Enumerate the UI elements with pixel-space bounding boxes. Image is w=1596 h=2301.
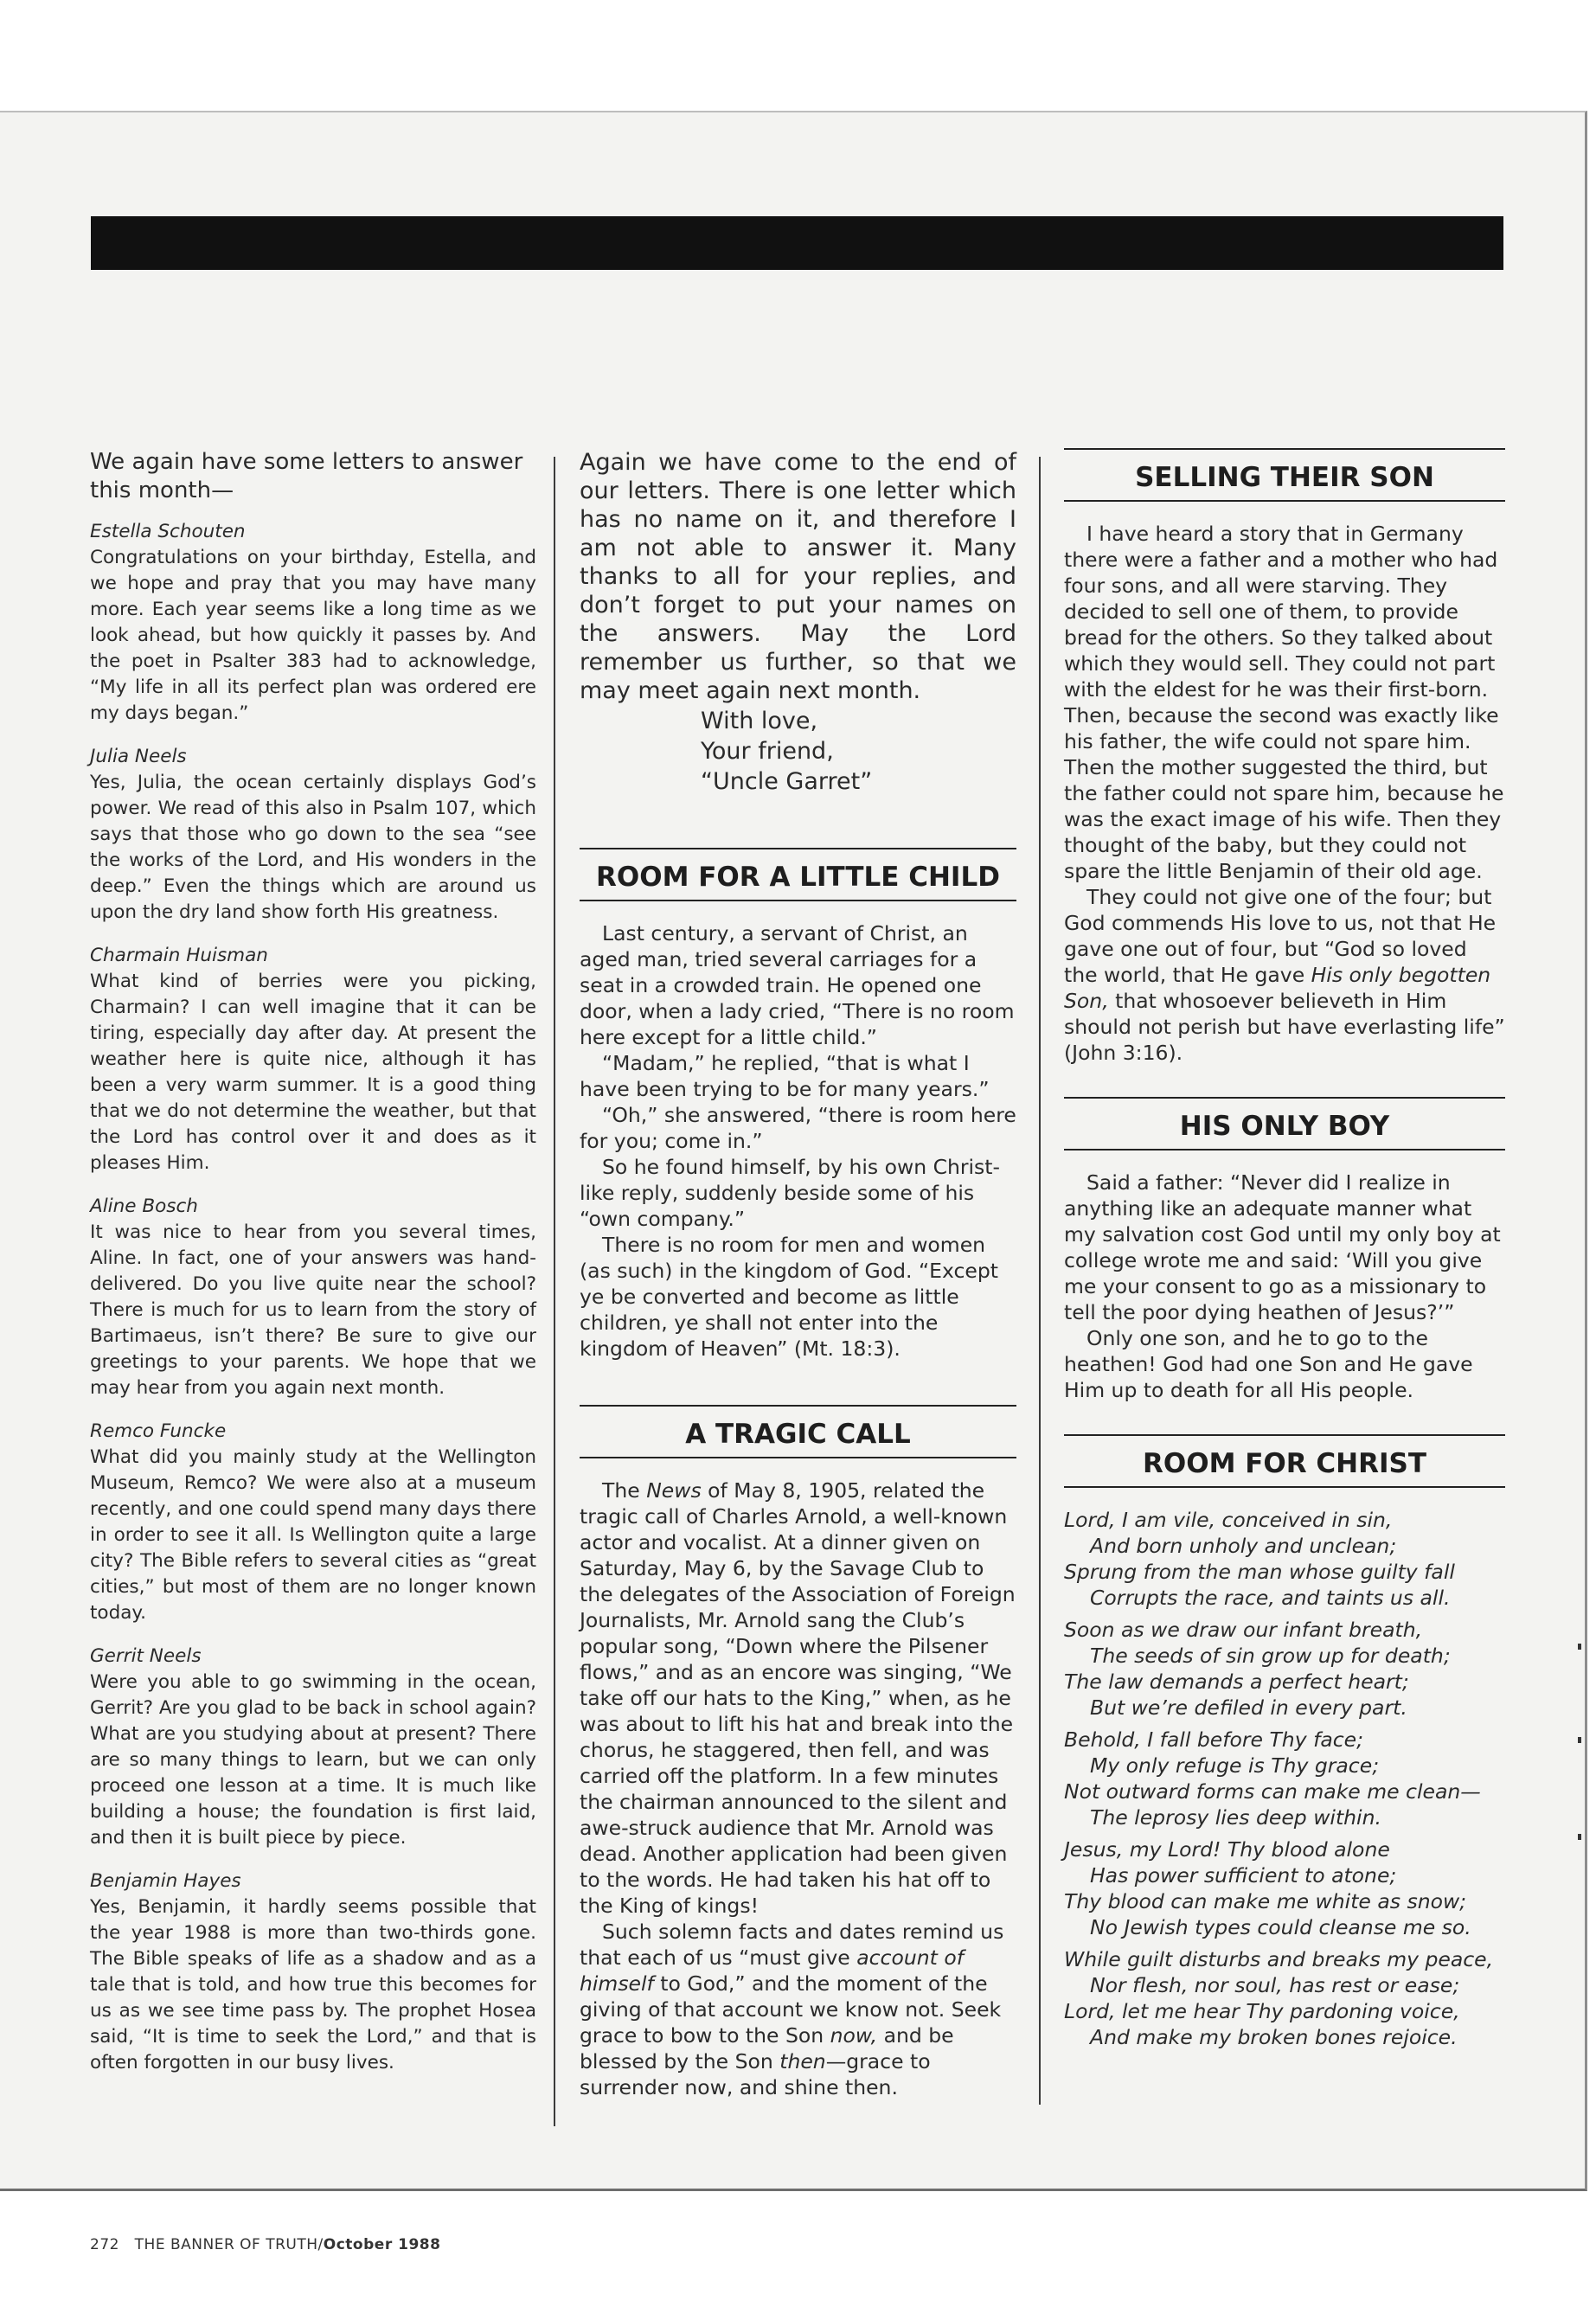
poem-stanza: Lord, I am vile, conceived in sin, And born unholy and unclean; Sprung from the man whose guilty fall Corrupts the race, and taints us all.	[1064, 1508, 1455, 1610]
letter-reply	[90, 1644, 536, 1851]
letter-name: Gerrit Neels	[90, 1645, 202, 1667]
story-paragraph: Only one son, and he to go to the heathen! God had one Son and He gave Him up to death for all His people.	[1064, 1326, 1473, 1402]
letters-column	[90, 448, 536, 2093]
section-title-only-boy: HIS ONLY BOY	[1064, 1097, 1505, 1150]
scan-mark	[1578, 1834, 1581, 1840]
letter-text: Congratulations on your birthday, Estella, and we hope and pray that you may have many more. Each year seems like a long time as we look ahead, but how quickly it passes by. And the poet in Psalter 383 had to acknowledge, “My life in all its perfect plan was ordered ere my days began.”	[90, 547, 536, 724]
middle-column	[580, 448, 1016, 2100]
letter-reply	[90, 1194, 536, 1401]
letter-reply	[90, 943, 536, 1176]
poem-stanza: Behold, I fall before Thy face; My only refuge is Thy grace; Not outward forms can make me clean— The leprosy lies deep within.	[1064, 1727, 1481, 1830]
issue-date: October 1988	[323, 2236, 441, 2253]
story-paragraph: They could not give one of the four; but God commends His love to us, not that He gave one out of four, but “God so loved the world, that He gave His only begotten Son, that whosoever believeth in Him should not perish but have everlasting life” (John 3:16).	[1064, 885, 1505, 1065]
story-paragraph: Such solemn facts and dates remind us that each of us “must give account of himself to God,” and the moment of the giving of that account we know not. Seek grace to bow to the Son now, and be blessed by the Son then—grace to surrender now, and shine then.	[580, 1920, 1004, 2099]
story-paragraph: I have heard a story that in Germany there were a father and a mother who had four sons, and all were starving. They decided to sell one of them, to provide bread for the others. So they talked about which they would sell. They could not part with the eldest for he was their first-born. Then, because the second was exactly like his father, the wife could not spare him. Then the mother suggested the third, but the father could not spare him, because he was the exact image of his wife. Then they thought of the baby, but they could not spare the little Benjamin of their old age.	[1064, 522, 1504, 883]
story-paragraph: Last century, a servant of Christ, an aged man, tried several carriages for a seat in a crowded train. He opened one door, when a lady cried, “There is no room here except for a little child.”	[580, 921, 1015, 1049]
poem-stanza: While guilt disturbs and breaks my peace, Nor flesh, nor soul, has rest or ease; Lord, let me hear Thy pardoning voice, And make my broken bones rejoice.	[1064, 1947, 1494, 2049]
magazine-page	[0, 111, 1587, 2253]
right-column	[1064, 448, 1505, 2056]
scan-mark	[1578, 1737, 1581, 1743]
story-paragraph: “Madam,” he replied, “that is what I have been trying to be for many years.”	[580, 1051, 990, 1101]
story-paragraph: The News of May 8, 1905, related the tragic call of Charles Arnold, a well-known actor and vocalist. At a dinner given on Saturday, May 6, by the Savage Club to the delegates of the Association of Foreign Journalists, Mr. Arnold sang the Club’s popular song, “Down where the Pilsener flows,” and as an encore was singing, “We take off our hats to the King,” when, as he was about to lift his hat and break into the chorus, he staggered, then fell, and was carried off the platform. In a few minutes the chairman announced to the silent and awe-struck audience that Mr. Arnold was dead. Another application had been given to the words. He had taken his hat off to the King of kings!	[580, 1478, 1016, 1918]
letter-text: It was nice to hear from you several times, Aline. In fact, one of your answers was hand-delivered. Do you live quite near the school? There is much for us to learn from the story of Bartimaeus, isn’t there? Be sure to give our greetings to your parents. We hope that we may hear from you again next month.	[90, 1221, 536, 1399]
story-selling-son	[1064, 521, 1505, 1066]
letter-name: Benjamin Hayes	[90, 1870, 241, 1892]
letter-name: Estella Schouten	[90, 521, 246, 542]
column-rule	[554, 457, 555, 2126]
section-title-room-child: ROOM FOR A LITTLE CHILD	[580, 848, 1016, 901]
section-title-room-christ: ROOM FOR CHRIST	[1064, 1434, 1505, 1488]
letter-name: Aline Bosch	[90, 1195, 198, 1217]
letter-text: What did you mainly study at the Wellington Museum, Remco? We were also at a museum recently, and one could spend many days there in order to see it all. Is Wellington quite a large city? The Bible refers to several cities as “great cities,” but most of them are no longer known today.	[90, 1446, 536, 1624]
publication-name: THE BANNER OF TRUTH	[134, 2236, 318, 2253]
letter-name: Charmain Huisman	[90, 945, 268, 966]
letter-text: Yes, Julia, the ocean certainly displays God’s power. We read of this also in Psalm 107, which says that those who go down to the sea “see the works of the Lord, and His wonders in the deep.” Even the things which are around us upon the dry land show forth His greatness.	[90, 772, 536, 923]
poem-room-christ	[1064, 1507, 1505, 2050]
poem-stanza: Soon as we draw our infant breath, The seeds of sin grow up for death; The law demands a perfect heart; But we’re defiled in every part.	[1064, 1618, 1451, 1720]
letter-text: Yes, Benjamin, it hardly seems possible that the year 1988 is more than two-thirds gone. The Bible speaks of life as a shadow and as a tale that is told, and how true this becomes for us as we see time pass by. The prophet Hosea said, “It is time to seek the Lord,” and that is often forgotten in our busy lives.	[90, 1896, 536, 2073]
closing-text: Again we have come to the end of our letters. There is one letter which has no name on it, and therefore I am not able to answer it. Many thanks to all for your replies, and don’t forget to put your names on the answers. May the Lord remember us further, so that we may meet again next month.	[580, 449, 1016, 704]
letter-name: Julia Neels	[90, 746, 187, 767]
poem-stanza: Jesus, my Lord! Thy blood alone Has power sufficient to atone; Thy blood can make me white as snow; No Jewish types could cleanse me so.	[1064, 1837, 1471, 1939]
page-number: 272	[90, 2236, 119, 2253]
page-footer: 272 THE BANNER OF TRUTH/October 1988	[90, 2236, 441, 2253]
section-title-tragic-call: A TRAGIC CALL	[580, 1405, 1016, 1458]
story-paragraph: So he found himself, by his own Christ-like reply, suddenly beside some of his “own company.”	[580, 1155, 1000, 1231]
closing-signature-2: Your friend,	[701, 738, 834, 765]
story-paragraph: “Oh,” she answered, “there is room here for you; come in.”	[580, 1103, 1016, 1153]
story-paragraph: There is no room for men and women (as such) in the kingdom of God. “Except ye be converted and become as little children, ye shall not enter into the kingdom of Heaven” (Mt. 18:3).	[580, 1233, 998, 1361]
story-room-child	[580, 920, 1016, 1362]
story-tragic-call	[580, 1477, 1016, 2100]
story-only-boy	[1064, 1170, 1505, 1403]
letter-text: What kind of berries were you picking, Charmain? I can well imagine that it can be tiring, especially day after day. At present the weather here is quite nice, although it has been a very warm summer. It is a good thing that we do not determine the weather, but that the Lord has control over it and does as it pleases Him.	[90, 971, 536, 1174]
column-rule	[1039, 457, 1041, 2105]
letter-name: Remco Funcke	[90, 1420, 227, 1442]
closing-signature-1: With love,	[701, 708, 818, 734]
letter-reply	[90, 1419, 536, 1626]
closing-signature-3: “Uncle Garret”	[701, 768, 873, 795]
letters-intro: We again have some letters to answer this month—	[90, 449, 523, 503]
letter-reply	[90, 1868, 536, 2076]
header-bar	[91, 216, 1503, 270]
letter-reply	[90, 519, 536, 727]
scan-mark	[1578, 1644, 1581, 1650]
letter-reply	[90, 744, 536, 926]
section-title-selling-son: SELLING THEIR SON	[1064, 448, 1505, 502]
letter-text: Were you able to go swimming in the ocean, Gerrit? Are you glad to be back in school again? What are you studying about at present? There are so many things to learn, but we can only proceed one lesson at a time. It is much like building a house; the foundation is first laid, and then it is built piece by piece.	[90, 1671, 536, 1849]
story-paragraph: Said a father: “Never did I realize in anything like an adequate manner what my salvation cost God until my only boy at college wrote me and said: ‘Will you give me your consent to go as a missionary to tell the poor dying heathen of Jesus?’”	[1064, 1170, 1501, 1324]
